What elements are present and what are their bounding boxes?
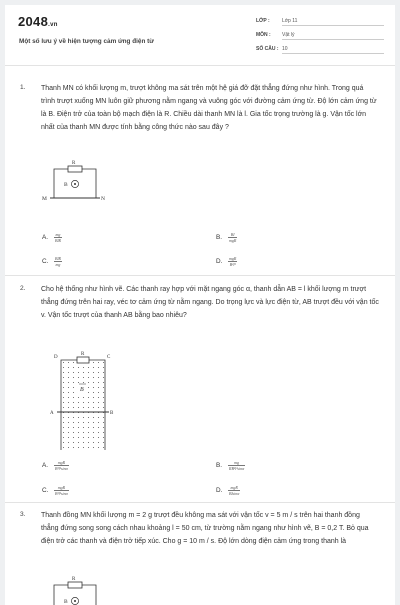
logo-tld: .vn (48, 22, 58, 28)
formula: $\frac{\text{BlR}}{mg}$ (55, 256, 61, 267)
label-A: A (50, 411, 54, 416)
question-text: Thanh MN có khối lượng m, trượt không ma sát trên một hệ giá đỡ đặt thẳng đứng như hình. Trong quá trình trượt xuống MN luôn giữ phương nằm ngang và vuông góc với đường cảm ứng từ. Độ lớn cảm ứng từ là B. Điện trở của toàn bộ mạch điện là R. Chiều dài thanh MN là l. Gia tốc trọng trường là g. Vận tốc lớn nhất của thanh MN được tính bằng công thức nào sau đây ? (41, 85, 377, 131)
logo-main: 2048 (18, 14, 49, 29)
label-B: B (64, 599, 68, 605)
formula: $\frac{mg}{\text{BlR}}$ (55, 232, 61, 243)
formula: $\frac{\text{mgR}}{\text{B²l²sinα}}$ (55, 485, 68, 496)
question-2-option-b[interactable]: B. $\frac{mg}{\text{RB²l²sinα}}$ (216, 460, 245, 471)
label-B: B (110, 411, 114, 416)
label-R: R (81, 352, 85, 357)
meta-class-label: LỚP : (256, 18, 270, 24)
label-M: M (42, 196, 47, 202)
worksheet-page (5, 5, 395, 605)
question-text: Thanh đồng MN khối lượng m = 2 g trượt đều không ma sát với vận tốc v = 5 m / s trên hai thanh đồng thẳng đứng song song cách nhau khoảng l = 50 cm, từ trường nằm ngang như hình vẽ, B = 0,2 T. Bỏ qua điện trở các thanh và điện trở tiếp xúc. Cho g = 10 m / s. Độ lớn dòng điện cảm ứng trong thanh là (41, 512, 369, 545)
meta-class-row (256, 18, 384, 26)
meta-count-row (256, 46, 384, 54)
worksheet-title: Một số lưu ý về hiện tượng cảm ứng điện từ (19, 38, 154, 45)
question-1-option-d[interactable]: D. $\frac{\text{mgR}}{\text{B²l²}}$ (216, 256, 237, 267)
resistor-symbol (77, 357, 89, 363)
magnetic-field-region (61, 360, 105, 450)
meta-count-label: SỐ CÂU : (256, 46, 279, 52)
label-D: D (54, 355, 58, 360)
question-2-option-c[interactable]: C. $\frac{\text{mgR}}{\text{B²l²sinα}}$ (42, 485, 68, 496)
formula: $\frac{mg}{\text{RB²l²sinα}}$ (229, 460, 245, 471)
meta-subject-label: MÔN : (256, 32, 271, 38)
formula: $\frac{\text{mgR}}{\text{B²l²}}$ (229, 256, 237, 267)
label-B-vector: B (80, 387, 84, 393)
question-1-option-b[interactable]: B. $\frac{Bl}{\text{mgR}}$ (216, 232, 237, 243)
site-logo[interactable] (18, 14, 58, 29)
formula: $\frac{\text{mgR}}{Blsin\alpha}$ (229, 485, 240, 496)
resistor-symbol (68, 582, 82, 588)
question-divider (5, 275, 395, 276)
question-1-option-c[interactable]: C. $\frac{\text{BlR}}{mg}$ (42, 256, 61, 267)
header-divider (5, 65, 395, 66)
resistor-symbol (68, 166, 82, 172)
question-number: 3. (20, 511, 26, 518)
question-text: Cho hệ thống như hình vẽ. Các thanh ray hợp với mặt ngang góc α, thanh dẫn AB = l khối lượng m trượt thẳng đứng trên hai ray, véc tơ cảm ứng từ nằm ngang. Do trọng lực và lực điện từ, AB trượt đều với vận tốc v. Vận tốc trượt của thanh AB bằng bao nhiêu? (41, 286, 379, 319)
meta-subject-row (256, 32, 384, 40)
formula: $\frac{\text{mgR}}{\text{B²l²sinα}}$ (55, 460, 68, 471)
label-R: R (72, 577, 76, 582)
question-divider (5, 502, 395, 503)
question-2-figure (41, 350, 121, 460)
meta-subject-value: Vật lý (282, 32, 384, 40)
question-2-option-d[interactable]: D. $\frac{\text{mgR}}{Blsin\alpha}$ (216, 485, 240, 496)
label-B: B (64, 182, 68, 188)
question-number: 2. (20, 285, 26, 292)
meta-count-value: 10 (282, 46, 384, 54)
question-1-figure (41, 160, 111, 210)
question-1-option-a[interactable]: A. $\frac{mg}{\text{BlR}}$ (42, 232, 61, 243)
question-number: 1. (20, 84, 26, 91)
question-2-option-a[interactable]: A. $\frac{\text{mgR}}{\text{B²l²sinα}}$ (42, 460, 68, 471)
label-R: R (72, 161, 76, 166)
worksheet-header (5, 5, 395, 61)
meta-class-value: Lớp 11 (282, 18, 384, 26)
label-C: C (107, 355, 111, 360)
formula: $\frac{Bl}{\text{mgR}}$ (229, 232, 237, 243)
label-N: N (101, 196, 105, 202)
question-3-figure (41, 573, 111, 605)
